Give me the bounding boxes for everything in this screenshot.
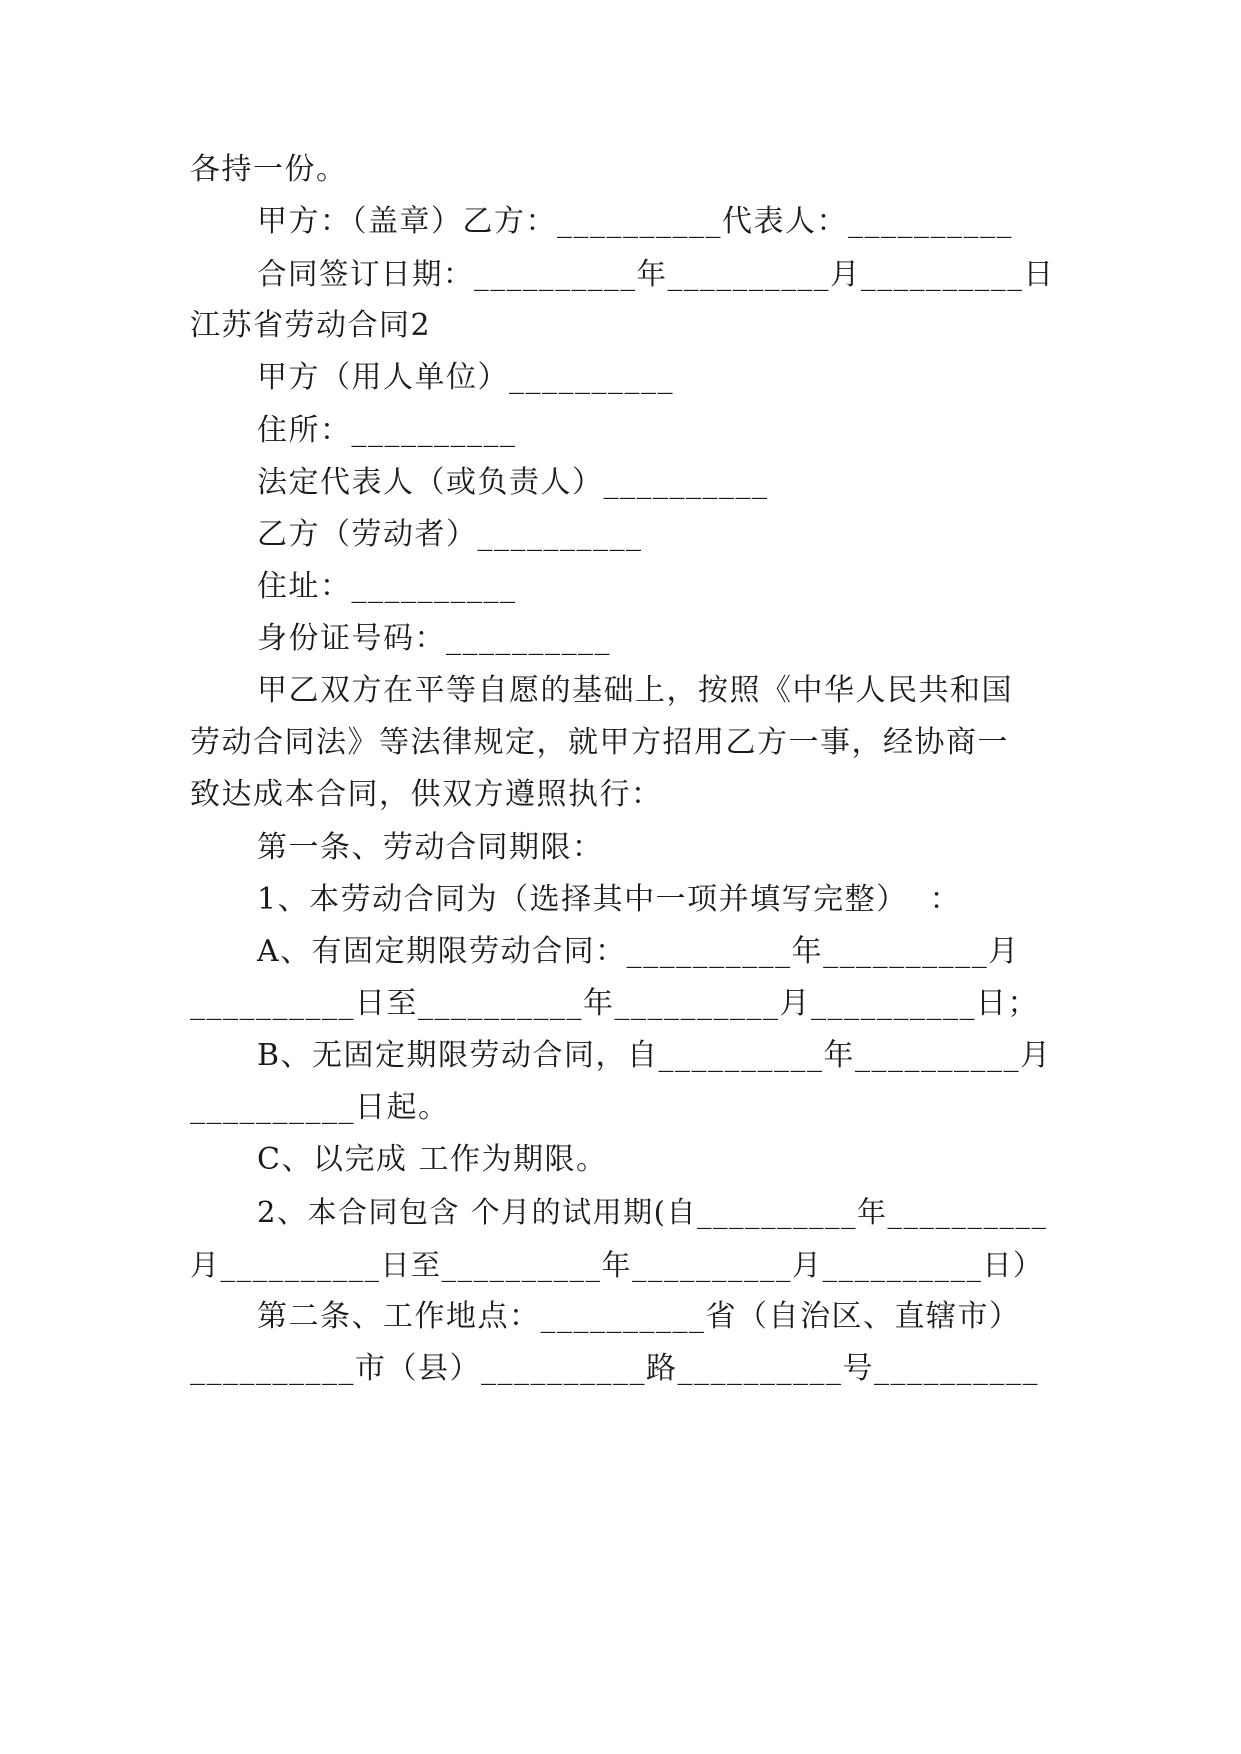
text-line: 住所：__________ [257,413,517,448]
text-line: 劳动合同法》等法律规定，就甲方招用乙方一事，经协商一 [190,725,1009,760]
text-line: __________市（县）__________路__________号__________ [190,1351,1039,1386]
text-line: 乙方（劳动者）__________ [257,517,643,552]
text-line: C、以完成 工作为期限。 [257,1142,608,1177]
text-line: 甲方：（盖章）乙方：__________代表人：__________ [257,204,1013,239]
text-line: 各持一份。 [190,152,348,187]
text-line: 致达成本合同，供双方遵照执行： [190,777,663,812]
text-line: __________日至__________年__________月__________日； [190,986,1039,1021]
text-line: A、有固定期限劳动合同：__________年__________月 [257,934,1020,969]
text-line: 法定代表人（或负责人）__________ [257,465,769,500]
text-line: 合同签订日期：__________年__________月__________日 [257,257,1055,291]
text-line: 甲乙双方在平等自愿的基础上，按照《中华人民共和国 [257,673,1013,708]
text-line: 月__________日至__________年__________月__________日） [190,1248,1044,1282]
text-line: 第一条、劳动合同期限： [257,830,604,865]
text-line: B、无固定期限劳动合同，自__________年__________月 [257,1038,1052,1073]
section-title: 江苏省劳动合同2 [190,308,432,343]
text-line: 1、本劳动合同为（选择其中一项并填写完整） ： [257,882,962,917]
text-line: 第二条、工作地点：__________省（自治区、直辖市） [257,1299,1021,1334]
text-line: __________日起。 [190,1090,450,1125]
text-line: 身份证号码：__________ [257,621,611,656]
text-line: 2、本合同包含 个月的试用期(自__________年__________ [257,1195,1048,1229]
text-line: 住址：__________ [257,569,517,604]
text-line: 甲方（用人单位）__________ [257,360,674,395]
